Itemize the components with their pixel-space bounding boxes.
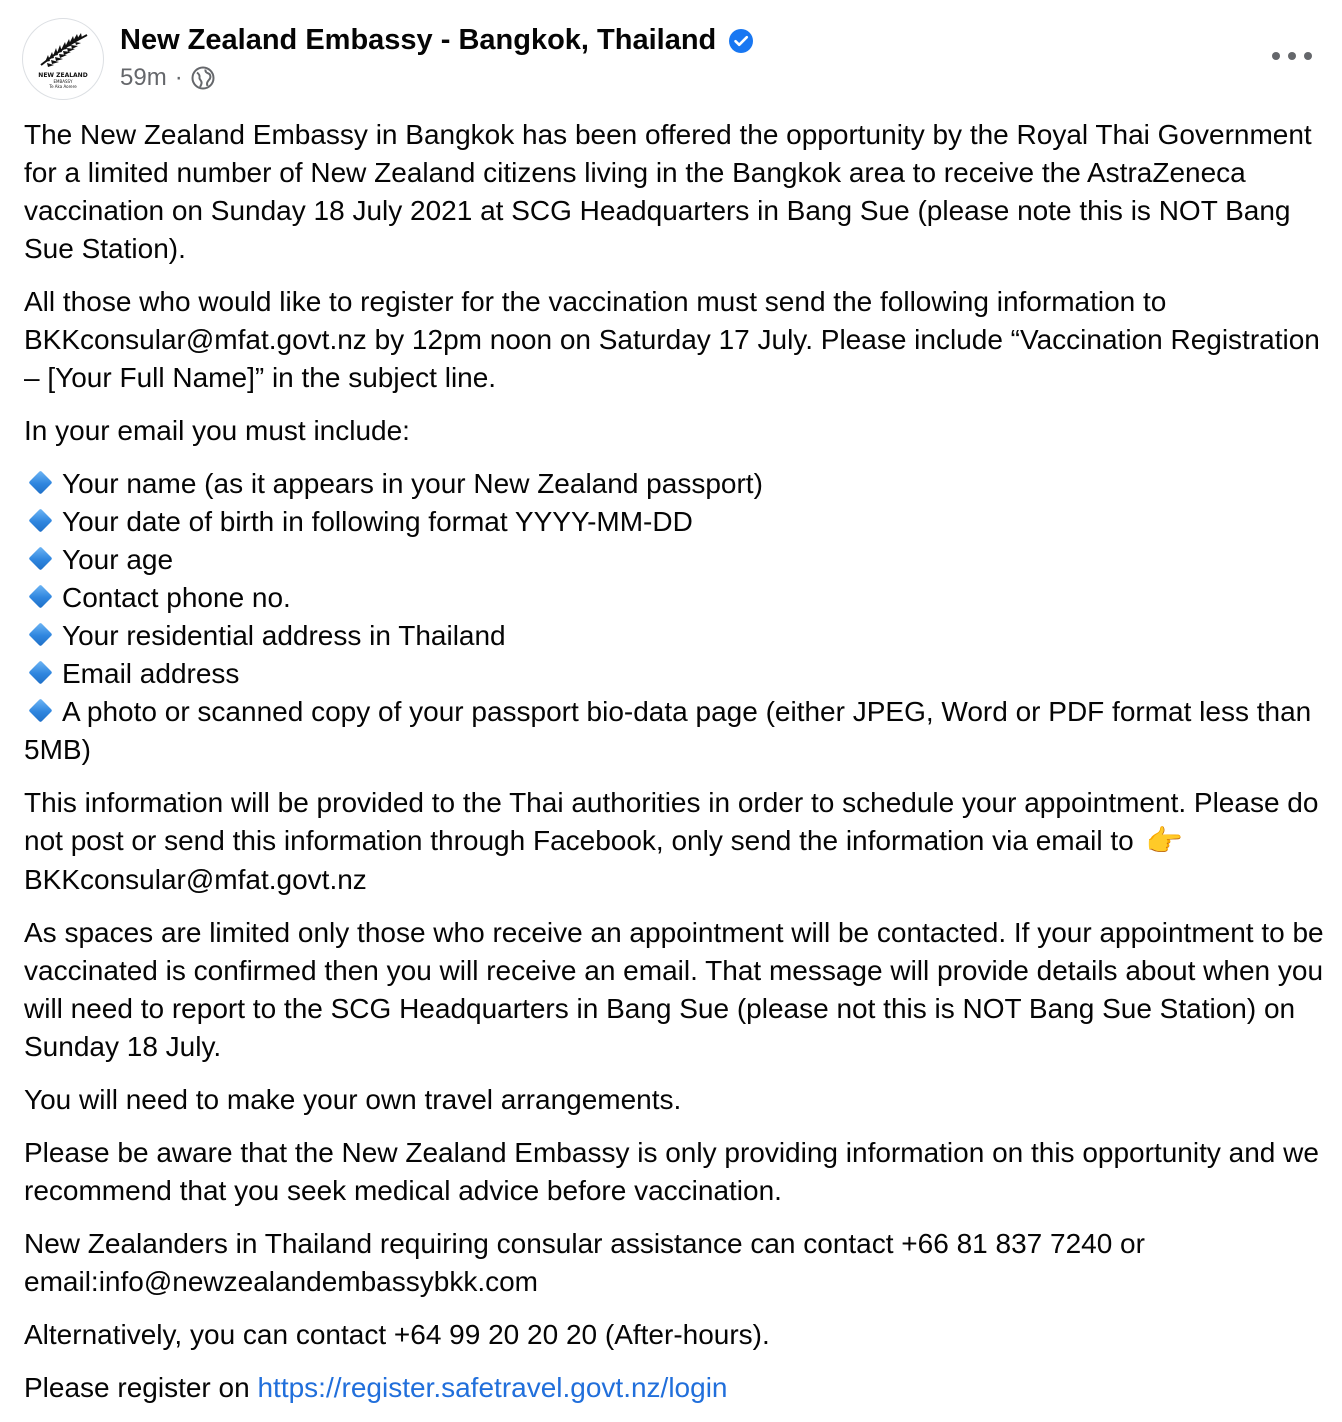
list-item <box>24 693 1324 769</box>
more-options-icon[interactable] <box>1272 44 1312 68</box>
verified-badge-icon <box>728 27 754 53</box>
post-paragraph: Alternatively, you can contact +64 99 20 20 20 (After-hours). <box>24 1319 770 1350</box>
post-paragraph <box>24 1369 1324 1407</box>
post-paragraph: New Zealanders in Thailand requiring consular assistance can contact +66 81 837 7240 or email:info@newzealandembassybkk.com <box>24 1228 1145 1297</box>
list-item-text: Email address <box>62 658 240 689</box>
svg-text:EMBASSY: EMBASSY <box>53 79 73 84</box>
list-item-text: Your date of birth in following format YYYY-MM-DD <box>62 506 693 537</box>
page-name-label[interactable]: New Zealand Embassy - Bangkok, Thailand <box>120 24 717 56</box>
consular-email: BKKconsular@mfat.govt.nz <box>24 864 367 895</box>
globe-icon[interactable] <box>191 66 215 90</box>
list-item <box>24 503 1324 541</box>
svg-text:Te Aka Aorere: Te Aka Aorere <box>49 84 77 89</box>
post-paragraph: In your email you must include: <box>24 415 410 446</box>
post-body <box>24 116 1324 1422</box>
pointing-hand-icon: 👉 <box>1145 825 1183 858</box>
post-paragraph: You will need to make your own travel arrangements. <box>24 1084 682 1115</box>
blue-diamond-icon <box>28 660 52 684</box>
post-meta <box>120 62 215 94</box>
more-dot <box>1272 52 1280 60</box>
more-dot <box>1288 52 1296 60</box>
post-timestamp[interactable]: 59m <box>120 64 167 91</box>
list-item-text: Your residential address in Thailand <box>62 620 506 651</box>
blue-diamond-icon <box>28 508 52 532</box>
list-item-text: Your name (as it appears in your New Zealand passport) <box>62 468 763 499</box>
fern-logo-icon <box>23 19 103 99</box>
list-item <box>24 579 1324 617</box>
blue-diamond-icon <box>28 698 52 722</box>
more-dot <box>1304 52 1312 60</box>
blue-diamond-icon <box>28 622 52 646</box>
register-link[interactable]: https://register.safetravel.govt.nz/login <box>257 1372 728 1403</box>
list-item <box>24 541 1324 579</box>
post-paragraph: As spaces are limited only those who receive an appointment will be contacted. If your appointment to be vaccinated is confirmed then you will receive an email. That message will provide details about when you will need to report to the SCG Headquarters in Bang Sue (please not this is NOT Bang Sue Station) on Sunday 18 July. <box>24 917 1324 1062</box>
post-paragraph: Please be aware that the New Zealand Embassy is only providing information on this opportunity and we recommend that you seek medical advice before vaccination. <box>24 1137 1319 1206</box>
blue-diamond-icon <box>28 470 52 494</box>
post-paragraph <box>24 784 1324 899</box>
list-item-text: Your age <box>62 544 174 575</box>
post-header <box>22 18 1322 104</box>
required-info-list <box>24 465 1324 769</box>
list-item-text: Contact phone no. <box>62 582 291 613</box>
list-item <box>24 655 1324 693</box>
blue-diamond-icon <box>28 546 52 570</box>
paragraph-text: This information will be provided to the Thai authorities in order to schedule your appointment. Please do not post or send this information through Facebook, only send the information via email to <box>24 787 1319 856</box>
blue-diamond-icon <box>28 584 52 608</box>
svg-text:NEW ZEALAND: NEW ZEALAND <box>38 72 88 79</box>
page-name[interactable] <box>120 22 754 58</box>
meta-separator: · <box>174 64 183 91</box>
paragraph-text: Please register on <box>24 1372 250 1403</box>
list-item <box>24 617 1324 655</box>
page-avatar[interactable] <box>22 18 104 100</box>
list-item <box>24 465 1324 503</box>
post-paragraph: All those who would like to register for the vaccination must send the following information to BKKconsular@mfat.govt.nz by 12pm noon on Saturday 17 July. Please include “Vaccination Registration – [Your Full Name]” in the subject line. <box>24 286 1320 393</box>
post-paragraph: The New Zealand Embassy in Bangkok has been offered the opportunity by the Royal Thai Government for a limited number of New Zealand citizens living in the Bangkok area to receive the AstraZeneca vaccination on Sunday 18 July 2021 at SCG Headquarters in Bang Sue (please note this is NOT Bang Sue Station). <box>24 119 1312 264</box>
list-item-text: A photo or scanned copy of your passport bio-data page (either JPEG, Word or PDF format less than 5MB) <box>24 696 1312 765</box>
